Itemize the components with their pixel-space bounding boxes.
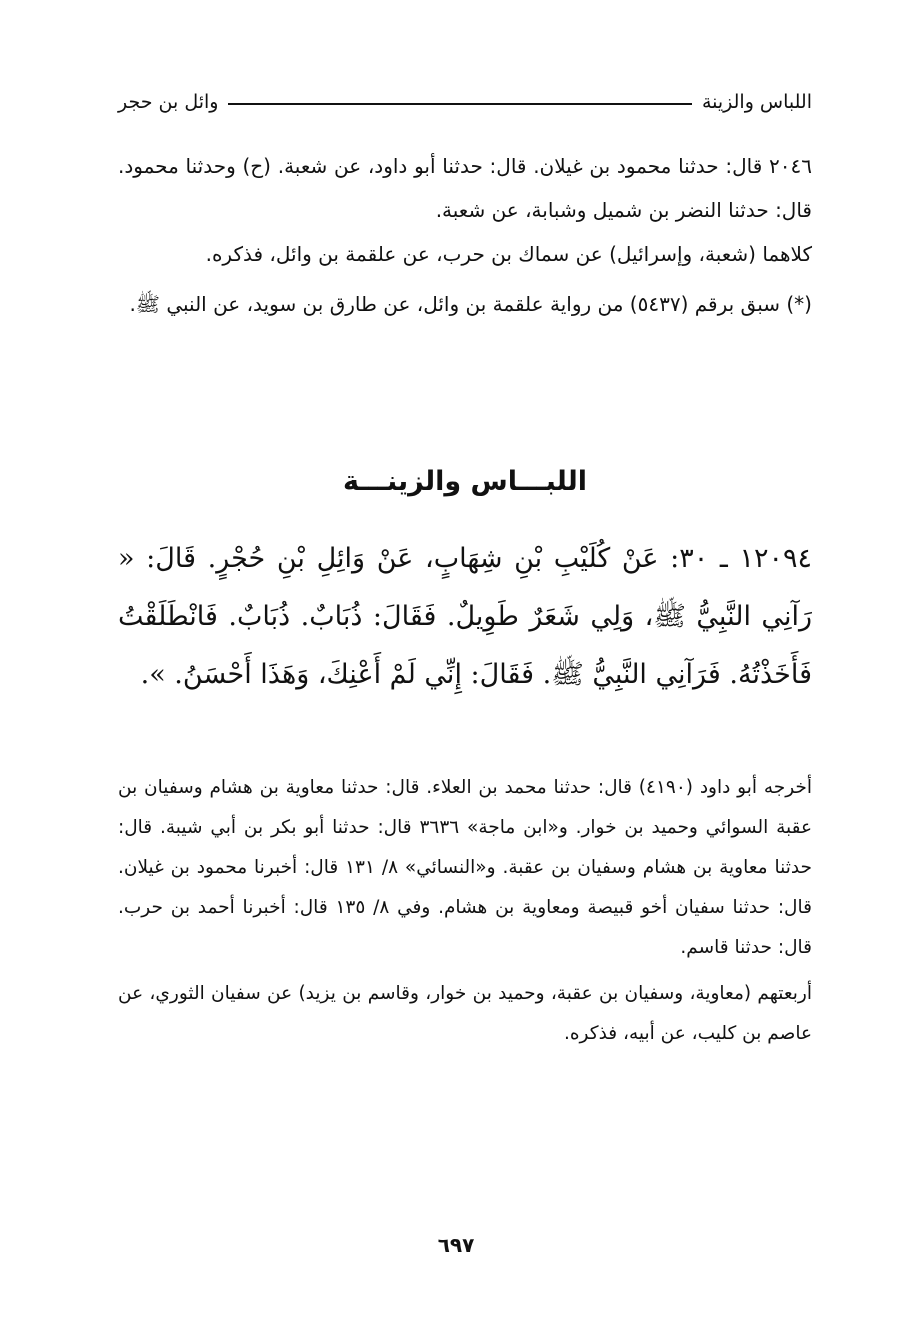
previous-hadith-block bbox=[118, 144, 812, 326]
hadith-text: ١٢٠٩٤ ـ ٣٠: عَنْ كُلَيْبِ بْنِ شِهَابٍ، عَنْ وَائِلِ بْنِ حُجْرٍ. قَالَ: « رَآنِي النَّبِيُّ ﷺ، وَلِي شَعَرٌ طَوِيلٌ. فَقَالَ: ذُبَابٌ. ذُبَابٌ. فَانْطَلَقْتُ فَأَخَذْتُهُ. فَرَآنِي النَّبِيُّ ﷺ. فَقَالَ: إِنِّي لَمْ أَعْنِكَ، وَهَذَا أَحْسَنُ. ». bbox=[118, 543, 812, 690]
chain-paragraph: ٢٠٤٦ قال: حدثنا محمود بن غيلان. قال: حدثنا أبو داود، عن شعبة. (ح) وحدثنا محمود. قال: حدثنا النضر بن شميل وشبابة، عن شعبة. bbox=[118, 154, 812, 222]
takhrij-commentary-block bbox=[118, 768, 812, 1054]
chain-paragraph: كلاهما (شعبة، وإسرائيل) عن سماك بن حرب، عن علقمة بن وائل، فذكره. bbox=[205, 242, 812, 266]
header-chapter-title: اللباس والزينة bbox=[701, 91, 812, 113]
commentary-paragraph: أربعتهم (معاوية، وسفيان بن عقبة، وحميد بن خوار، وقاسم بن يزيد) عن سفيان الثوري، عن عاصم بن كليب، عن أبيه، فذكره. bbox=[118, 983, 812, 1044]
commentary-paragraph: أخرجه أبو داود (٤١٩٠) قال: حدثنا محمد بن العلاء. قال: حدثنا معاوية بن هشام وسفيان بن عقبة السوائي وحميد بن خوار. و«ابن ماجة» ٣٦٣٦ قال: حدثنا أبو بكر بن أبي شيبة. قال: حدثنا معاوية بن هشام وسفيان بن عقبة. و«النسائي» ٨/ ١٣١ قال: أخبرنا محمود بن غيلان. قال: حدثنا سفيان أخو قبيصة ومعاوية بن هشام. وفي ٨/ ١٣٥ قال: أخبرنا أحمد بن حرب. قال: حدثنا قاسم. bbox=[118, 777, 812, 958]
header-narrator-name: وائل بن حجر bbox=[118, 91, 219, 113]
running-header bbox=[118, 86, 812, 118]
cross-reference-note: (*) سبق برقم (٥٤٣٧) من رواية علقمة بن وائل، عن طارق بن سويد، عن النبي ﷺ. bbox=[129, 292, 812, 316]
page-number: ٦٩٧ bbox=[437, 1233, 475, 1257]
hadith-text-block bbox=[118, 530, 812, 704]
header-rule bbox=[228, 103, 691, 105]
section-title: اللبـــاس والزينـــة bbox=[342, 466, 588, 497]
